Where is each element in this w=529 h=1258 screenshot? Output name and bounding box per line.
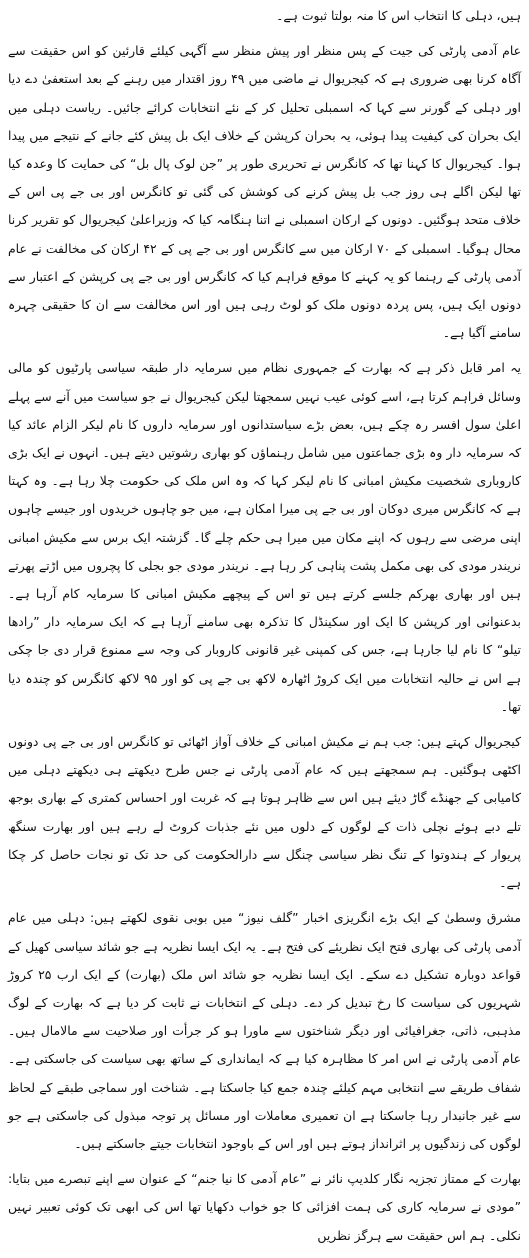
article-paragraph-6: بھارت کے ممتاز تجزیہ نگار کلدیپ نائر نے ”عام آدمی کا نیا جنم“ کے عنوان سے اپنے تبصرے میں بتایا: ”مودی نے سرمایہ کاری کی ہمت افزائی کا جو خواب دکھایا تھا اس کی ابھی تک کوئی تعبیر نہیں نکلی۔ ہم اس حقیقت سے ہرگز نظریں — [8, 1171, 521, 1243]
article-paragraph-4: کیجریوال کہتے ہیں: جب ہم نے مکیش امبانی کے خلاف آواز اٹھائی تو کانگرس اور بی جے پی دونوں اکٹھی ہوگئیں۔ ہم سمجھتے ہیں کہ عام آدمی پارٹی نے جس طرح دیکھتے ہی دیکھتے دہلی میں کامیابی کے جھنڈے گاڑ دیئے ہیں اس سے ظاہر ہوتا ہے کہ غربت اور احساس کمتری کے بھاری بوجھ تلے دبے ہوئے نچلی ذات کے لوگوں کے دلوں میں نئے جذبات کروٹ لے رہے ہیں اور بھارت سنگھ پریوار کے ہندوتوا کے تنگ نظر سیاسی چنگل سے دارالحکومت کی حد تک تو نجات حاصل کر چکا ہے۔ — [8, 734, 521, 891]
article-paragraph-2: عام آدمی پارٹی کی جیت کے پس منظر اور پیش منظر سے آگہی کیلئے قارئین کو اس حقیقت سے آگاہ کرنا بھی ضروری ہے کہ کیجریوال نے ماضی میں ۴۹ روز اقتدار میں رہنے کے بعد استعفیٰ دے دیا اور دہلی کے گورنر سے کہا کہ اسمبلی تحلیل کر کے نئے انتخابات کرائے جائیں۔ ریاست دہلی میں ایک بحران کی کیفیت پیدا ہوئی، یہ بحران کرپشن کے خلاف ایک بل پیش کئے جانے کے نتیجے میں پیدا ہوا۔ کیجریوال کا کہنا تھا کہ کانگرس نے تحریری طور پر ”جن لوک پال بل“ کی حمایت کا وعدہ کیا تھا لیکن اگلے ہی روز جب بل پیش کرنے کی کوشش کی گئی تو کانگرس اور بی جے پی اس کے خلاف متحد ہوگئیں۔ دونوں کے ارکان اسمبلی نے اتنا ہنگامہ کیا کہ وزیراعلیٰ کیجریوال کو تقریر کرنا محال ہوگیا۔ اسمبلی کے ۷۰ ارکان میں سے کانگرس اور بی جے پی کے ۴۲ ارکان کی مخالفت نے عام آدمی پارٹی کے رہنما کو یہ کہنے کا موقع فراہم کیا کہ کانگرس اور بی جے پی کرپشن کے اعتبار سے دونوں ایک ہیں، پس پردہ دونوں ملک کو لوٹ رہی ہیں اور اس مخالفت سے ان کا حقیقی چہرہ سامنے آگیا ہے۔ — [8, 43, 521, 341]
article-paragraph-5: مشرق وسطیٰ کے ایک بڑے انگریزی اخبار ”گلف نیوز“ میں بوبی نقوی لکھتے ہیں: دہلی میں عام آدمی پارٹی کی بھاری فتح ایک نظریئے کی فتح ہے۔ یہ ایک ایسا نظریہ ہے جو شائد سیاسی کھیل کے قواعد دوبارہ تشکیل دے سکے۔ ایک ایسا نظریہ جو شائد اس ملک (بھارت) کے ایک ارب ۲۵ کروڑ شہریوں کی سیاست کا رخ تبدیل کر دے۔ دہلی کے انتخابات نے ثابت کر دیا ہے کہ بھارت کے لوگ مذہبی، ذاتی، جغرافیائی اور دیگر شناختوں سے ماورا ہو کر جرأت اور صلاحیت سے مالامال ہیں۔ عام آدمی پارٹی نے اس امر کا مظاہرہ کیا ہے کہ ایمانداری کے ساتھ بھی سیاست کی جاسکتی ہے۔ شفاف طریقے سے انتخابی مہم کیلئے چندہ جمع کیا جاسکتا ہے۔ شناخت اور سماجی طبقے کے لحاظ سے غیر جانبدار رہا جاسکتا ہے ان تعمیری معاملات اور مسائل پر توجہ مبذول کی جاسکتی ہے جو لوگوں کی زندگیوں پر اثرانداز ہوتے ہیں اور اس کے باوجود انتخابات جیتے جاسکتے ہیں۔ — [8, 910, 521, 1151]
article-paragraph-3: یہ امر قابل ذکر ہے کہ بھارت کے جمہوری نظام میں سرمایہ دار طبقہ سیاسی پارٹیوں کو مالی وسائل فراہم کرتا ہے، اسے کوئی عیب نہیں سمجھتا لیکن کیجریوال نے جو سیاست میں آنے سے پہلے اعلیٰ سول افسر رہ چکے ہیں، بعض بڑے سیاستدانوں اور سرمایہ داروں کا نام لیکر الزام عائد کیا کہ سرمایہ دار وہ بڑی جماعتوں میں شامل رہنماؤں کو بھاری رشوتیں دیتے ہیں۔ انہوں نے ایک بڑی کاروباری شخصیت مکیش امبانی کا نام لیکر کہا کہ وہ اس ملک کی حکومت چلا رہا ہے۔ وہ کہتا ہے کہ کانگرس میری دوکان اور بی جے پی میرا امکان ہے، میں جو چاہوں خریدوں اور جیسے چاہوں اپنی مرضی سے رہوں کہ اپنے مکان میں میرا ہی حکم چلے گا۔ گزشتہ ایک برس سے مکیش امبانی نریندر مودی کی بھی مکمل پشت پناہی کر رہا ہے۔ نریندر مودی جو بجلی کا پچروں میں اڑتے پھرتے ہیں اور بھاری بھرکم جلسے کرتے ہیں تو اس کے پیچھے مکیش امبانی کا سرمایہ کام آرہا ہے۔ بدعنوانی اور کرپشن کا ایک اور سکینڈل کا تذکرہ بھی سامنے آرہا ہے کہ ایک سرمایہ دار ”رادھا تیلو“ کا نام لیا جارہا ہے، جس کی کمپنی غیر قانونی کاروبار کی وجہ سے ممنوع قرار دی جا چکی ہے اس نے حالیہ انتخابات میں ایک کروڑ اٹھارہ لاکھ بی جے پی کو اور ۹۵ لاکھ کانگرس کو چندہ دیا تھا۔ — [8, 360, 522, 714]
article-paragraph-1: ہیں، دہلی کا انتخاب اس کا منہ بولتا ثبوت ہے۔ — [276, 8, 521, 23]
